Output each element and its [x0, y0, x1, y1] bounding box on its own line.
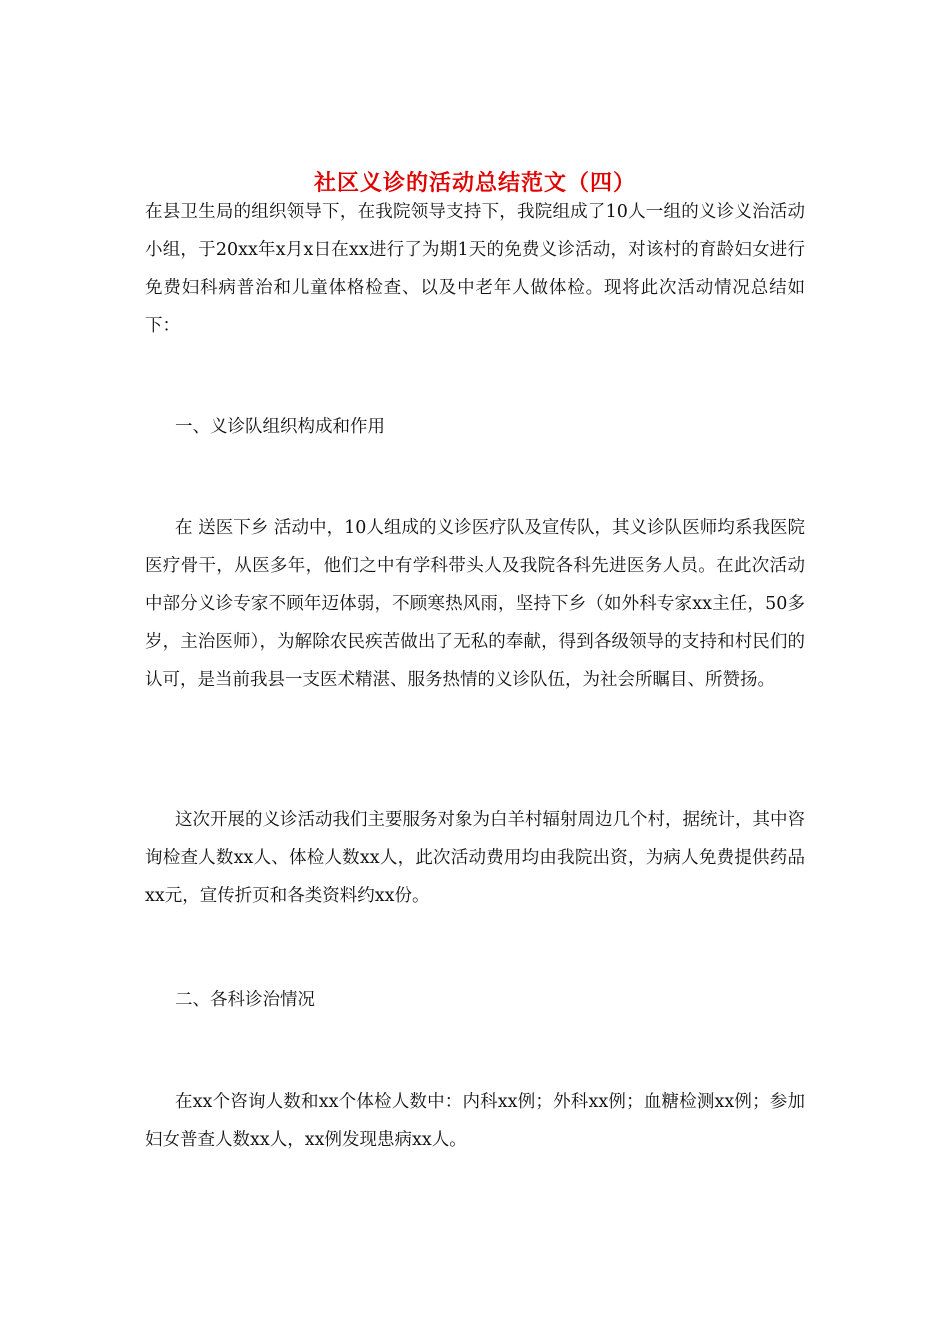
document-title: 社区义诊的活动总结范文（四）	[313, 169, 636, 196]
section-heading-1: 一、义诊队组织构成和作用	[175, 417, 385, 437]
statistics-paragraph: 这次开展的义诊活动我们主要服务对象为白羊村辐射周边几个村，据统计，其中咨询检查人数xx人、体检人数xx人，此次活动费用均由我院出资，为病人免费提供药品xx元，宣传折页和各类资料约xx份。	[145, 810, 805, 906]
section-2-paragraph: 在xx个咨询人数和xx个体检人数中：内科xx例；外科xx例；血糖检测xx例；参加妇女普查人数xx人，xx例发现患病xx人。	[145, 1092, 805, 1150]
section-heading-2: 二、各科诊治情况	[175, 990, 315, 1010]
intro-paragraph: 在县卫生局的组织领导下，在我院领导支持下，我院组成了10人一组的义诊义治活动小组，于20xx年x月x日在xx进行了为期1天的免费义诊活动，对该村的育龄妇女进行免费妇科病普治和儿童体格检查、以及中老年人做体检。现将此次活动情况总结如下：	[145, 202, 805, 336]
section-1-paragraph: 在 送医下乡 活动中，10人组成的义诊医疗队及宣传队，其义诊队医师均系我医院医疗骨干，从医多年，他们之中有学科带头人及我院各科先进医务人员。在此次活动中部分义诊专家不顾年迈体弱，不顾寒热风雨，坚持下乡（如外科专家xx主任，50多岁，主治医师），为解除农民疾苦做出了无私的奉献，得到各级领导的支持和村民们的认可，是当前我县一支医术精湛、服务热情的义诊队伍，为社会所瞩目、所赞扬。	[145, 518, 805, 690]
